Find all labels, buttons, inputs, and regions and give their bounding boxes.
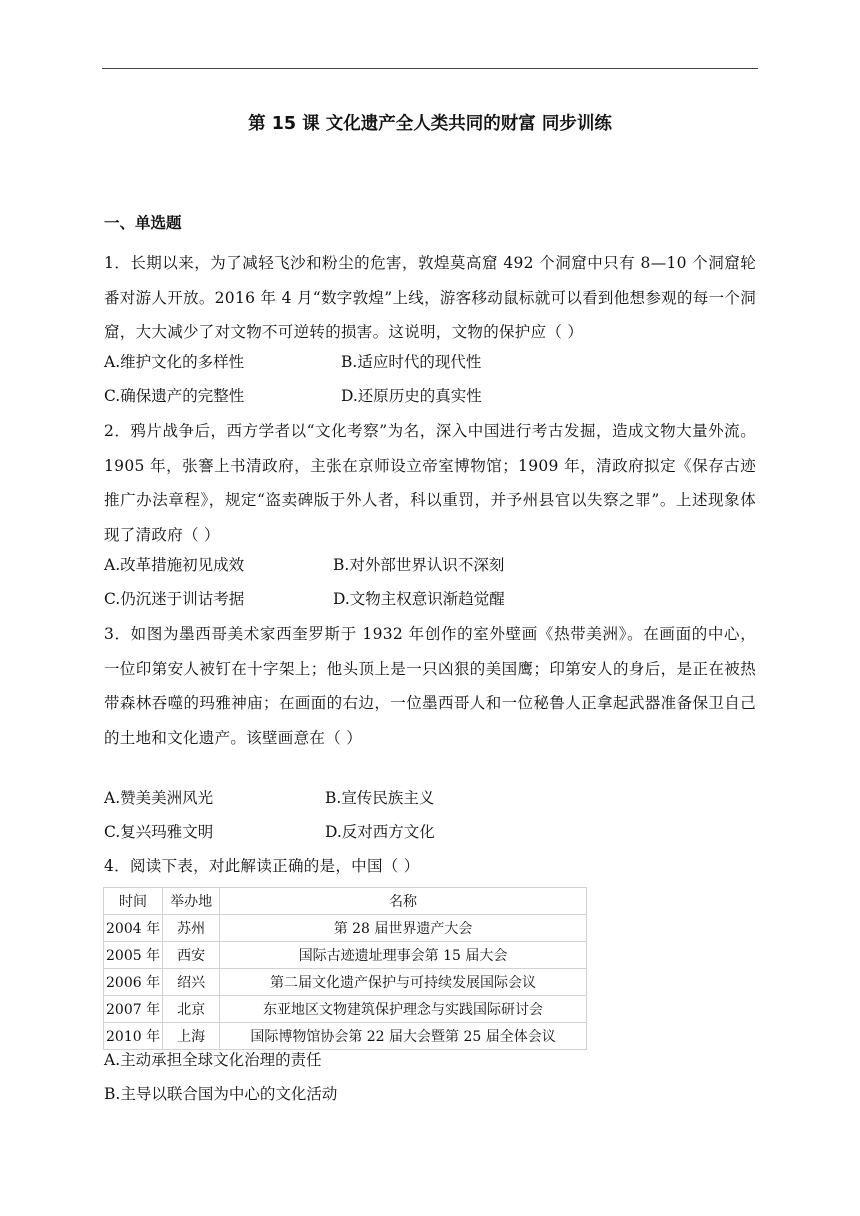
question-1-stem: 1．长期以来，为了减轻飞沙和粉尘的危害，敦煌莫高窟 492 个洞窟中只有 8—10 个洞窟轮番对游人开放。2016 年 4 月“数字敦煌”上线，游客移动鼠标就可以看到他想参观的每一个洞窟，大大减少了对文物不可逆转的损害。这说明，文物的保护应（ ） bbox=[104, 254, 756, 341]
table-cell-time: 2007 年 bbox=[104, 996, 163, 1023]
table-row bbox=[104, 915, 587, 942]
question-3-option-b[interactable]: B.宣传民族主义 bbox=[325, 789, 435, 807]
table-cell-name: 国际古迹遗址理事会第 15 届大会 bbox=[220, 942, 587, 969]
table-cell-time: 2010 年 bbox=[104, 1023, 163, 1050]
question-4-stem: 4．阅读下表，对此解读正确的是，中国（ ） bbox=[104, 857, 420, 875]
table-cell-time: 2006 年 bbox=[104, 969, 163, 996]
page-title: 第 15 课 文化遗产全人类共同的财富 同步训练 bbox=[248, 114, 612, 134]
section-heading: 一、单选题 bbox=[104, 214, 182, 232]
table-cell-venue: 西安 bbox=[163, 942, 220, 969]
table-cell-name: 第二届文化遗产保护与可持续发展国际会议 bbox=[220, 969, 587, 996]
question-4-option-a[interactable]: A.主动承担全球文化治理的责任 bbox=[104, 1051, 322, 1069]
question-1-option-c[interactable]: C.确保遗产的完整性 bbox=[104, 387, 245, 405]
table-cell-name: 第 28 届世界遗产大会 bbox=[220, 915, 587, 942]
question-1-option-a[interactable]: A.维护文化的多样性 bbox=[104, 353, 245, 371]
question-3-stem: 3．如图为墨西哥美术家西奎罗斯于 1932 年创作的室外壁画《热带美洲》。在画面的中心，一位印第安人被钉在十字架上；他头顶上是一只凶狠的美国鹰；印第安人的身后，是正在被热带森林吞噬的玛雅神庙；在画面的右边，一位墨西哥人和一位秘鲁人正拿起武器准备保卫自己的土地和文化遗产。该壁画意在（ ） bbox=[104, 625, 756, 747]
table-cell-time: 2004 年 bbox=[104, 915, 163, 942]
question-1-option-d[interactable]: D.还原历史的真实性 bbox=[341, 387, 482, 405]
table-header-venue: 举办地 bbox=[163, 888, 220, 915]
table-header-name: 名称 bbox=[220, 888, 587, 915]
table-cell-venue: 北京 bbox=[163, 996, 220, 1023]
question-3-option-c[interactable]: C.复兴玛雅文明 bbox=[104, 823, 214, 841]
table-row bbox=[104, 996, 587, 1023]
table-cell-venue: 绍兴 bbox=[163, 969, 220, 996]
table-cell-venue: 上海 bbox=[163, 1023, 220, 1050]
table-row bbox=[104, 969, 587, 996]
header-rule bbox=[102, 68, 758, 69]
question-2-stem: 2．鸦片战争后，西方学者以“文化考察”为名，深入中国进行考古发掘，造成文物大量外流。1905 年，张謇上书清政府，主张在京师设立帝室博物馆；1909 年，清政府拟定《保存古迹推广办法章程》，规定“盗卖碑版于外人者，科以重罚，并予州县官以失察之罪”。上述现象体现了清政府（ ） bbox=[104, 422, 756, 544]
table-cell-venue: 苏州 bbox=[163, 915, 220, 942]
question-1-option-b[interactable]: B.适应时代的现代性 bbox=[341, 353, 482, 371]
table-cell-name: 东亚地区文物建筑保护理念与实践国际研讨会 bbox=[220, 996, 587, 1023]
table-header-row bbox=[104, 888, 587, 915]
table-row bbox=[104, 942, 587, 969]
question-3-option-d[interactable]: D.反对西方文化 bbox=[325, 823, 435, 841]
question-2-option-a[interactable]: A.改革措施初见成效 bbox=[104, 556, 245, 574]
question-2-option-b[interactable]: B.对外部世界认识不深刻 bbox=[333, 556, 505, 574]
table-cell-name: 国际博物馆协会第 22 届大会暨第 25 届全体会议 bbox=[220, 1023, 587, 1050]
question-3-option-a[interactable]: A.赞美美洲风光 bbox=[104, 789, 214, 807]
events-table bbox=[103, 887, 587, 1050]
table-cell-time: 2005 年 bbox=[104, 942, 163, 969]
question-2-option-c[interactable]: C.仍沉迷于训诂考据 bbox=[104, 590, 245, 608]
question-4-option-b[interactable]: B.主导以联合国为中心的文化活动 bbox=[104, 1085, 338, 1103]
question-2-option-d[interactable]: D.文物主权意识渐趋觉醒 bbox=[333, 590, 505, 608]
table-row bbox=[104, 1023, 587, 1050]
table-header-time: 时间 bbox=[104, 888, 163, 915]
